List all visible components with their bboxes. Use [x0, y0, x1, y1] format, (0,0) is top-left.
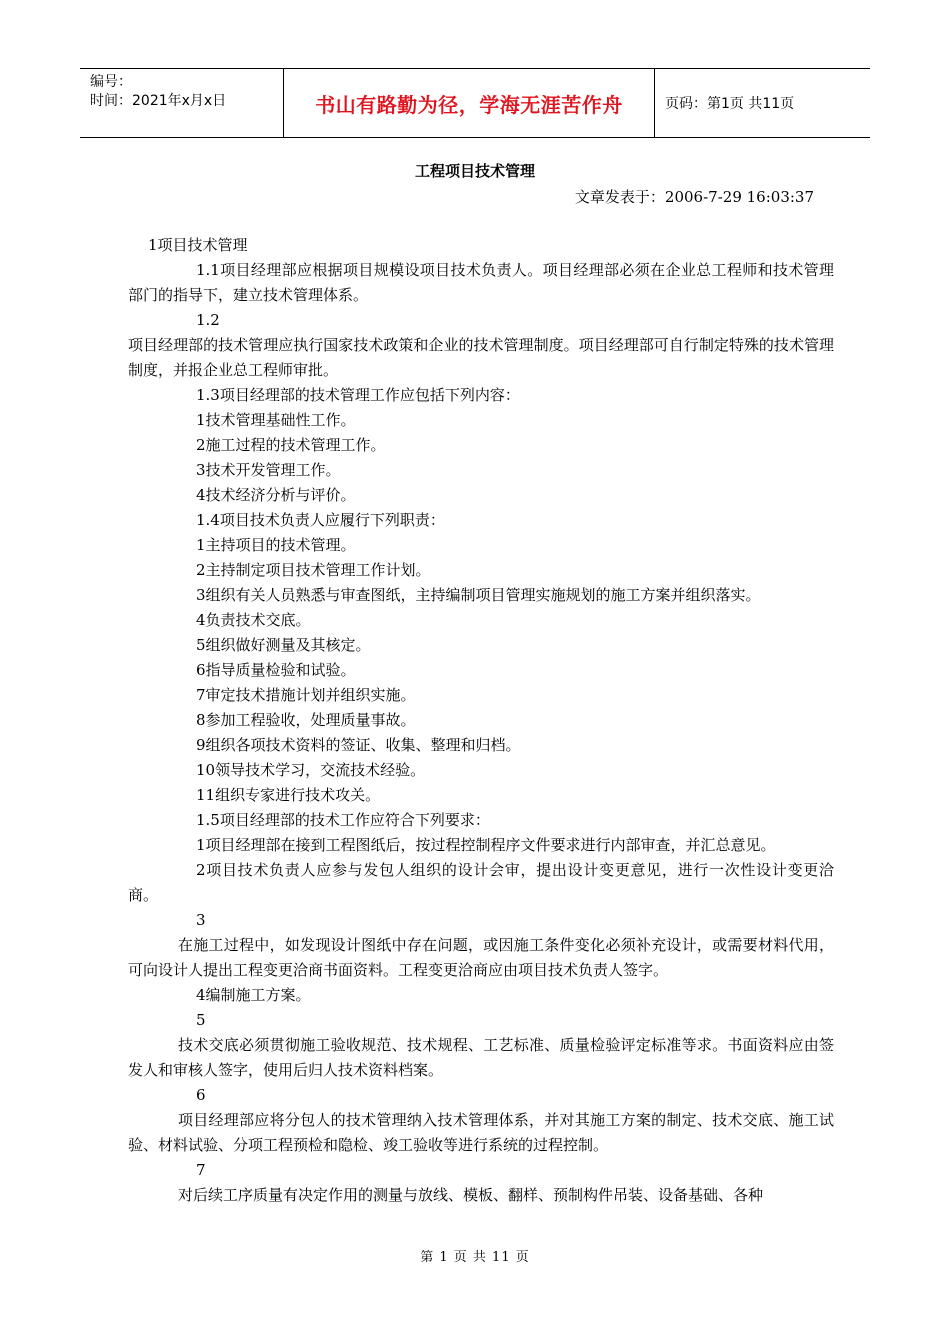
header-meta [80, 69, 283, 137]
paragraph: 项目经理部应将分包人的技术管理纳入技术管理体系，并对其施工方案的制定、技术交底、施工试验、材料试验、分项工程预检和隐检、竣工验收等进行系统的过程控制。 [128, 1111, 834, 1154]
paragraph: 3组织有关人员熟悉与审查图纸，主持编制项目管理实施规划的施工方案并组织落实。 [196, 586, 761, 604]
paragraph: 1.4项目技术负责人应履行下列职责： [196, 511, 445, 529]
paragraph: 8参加工程验收，处理质量事故。 [196, 711, 416, 729]
paragraph: 1技术管理基础性工作。 [196, 411, 356, 429]
paragraph: 7审定技术措施计划并组织实施。 [196, 686, 416, 704]
paragraph: 9组织各项技术资料的签证、收集、整理和归档。 [196, 736, 521, 754]
page-info-text: 页码：第1页 共11页 [665, 96, 795, 112]
paragraph: 4负责技术交底。 [196, 611, 311, 629]
document-header [80, 68, 870, 138]
paragraph: 1.2 [196, 311, 220, 329]
paragraph: 2施工过程的技术管理工作。 [196, 436, 386, 454]
paragraph: 11组织专家进行技术攻关。 [196, 786, 381, 804]
motto-text: 书山有路勤为径，学海无涯苦作舟 [315, 92, 623, 117]
header-page-info [655, 69, 870, 137]
paragraph: 5组织做好测量及其核定。 [196, 636, 371, 654]
document-body [128, 233, 834, 1208]
document-title: 工程项目技术管理 [414, 162, 535, 180]
paragraph: 项目经理部的技术管理应执行国家技术政策和企业的技术管理制度。项目经理部可自行制定特殊的技术管理制度，并报企业总工程师审批。 [128, 336, 834, 379]
paragraph: 4编制施工方案。 [196, 986, 311, 1004]
paragraph: 3 [196, 911, 206, 929]
paragraph: 在施工过程中，如发现设计图纸中存在问题，或因施工条件变化必须补充设计，或需要材料代用，可向设计人提出工程变更洽商书面资料。工程变更洽商应由项目技术负责人签字。 [128, 936, 834, 979]
paragraph: 1项目经理部在接到工程图纸后，按过程控制程序文件要求进行内部审查，并汇总意见。 [196, 836, 776, 854]
time-label: 时间：2021年x月x日 [90, 93, 227, 109]
page-footer: 第 1 页 共 11 页 [420, 1250, 530, 1265]
paragraph: 6指导质量检验和试验。 [196, 661, 356, 679]
serial-label: 编号： [90, 74, 132, 90]
paragraph: 2主持制定项目技术管理工作计划。 [196, 561, 431, 579]
paragraph: 6 [196, 1086, 206, 1104]
publish-date: 文章发表于：2006-7-29 16:03:37 [574, 188, 814, 206]
paragraph: 7 [196, 1161, 206, 1179]
paragraph: 对后续工序质量有决定作用的测量与放线、模板、翻样、预制构件吊装、设备基础、各种 [178, 1186, 764, 1204]
paragraph: 1.1项目经理部应根据项目规模设项目技术负责人。项目经理部必须在企业总工程师和技术管理部门的指导下，建立技术管理体系。 [128, 261, 834, 304]
paragraph: 1项目技术管理 [148, 236, 248, 254]
paragraph: 1.3项目经理部的技术管理工作应包括下列内容： [196, 386, 520, 404]
paragraph: 1.5项目经理部的技术工作应符合下列要求： [196, 811, 490, 829]
paragraph: 2项目技术负责人应参与发包人组织的设计会审，提出设计变更意见，进行一次性设计变更洽商。 [128, 861, 834, 904]
paragraph: 4技术经济分析与评价。 [196, 486, 356, 504]
paragraph: 3技术开发管理工作。 [196, 461, 341, 479]
paragraph: 技术交底必须贯彻施工验收规范、技术规程、工艺标准、质量检验评定标准等求。书面资料应由签发人和审核人签字，使用后归人技术资料档案。 [128, 1036, 834, 1079]
paragraph: 1主持项目的技术管理。 [196, 536, 356, 554]
header-motto-cell [283, 69, 655, 137]
paragraph: 10领导技术学习，交流技术经验。 [196, 761, 426, 779]
paragraph: 5 [196, 1011, 206, 1029]
